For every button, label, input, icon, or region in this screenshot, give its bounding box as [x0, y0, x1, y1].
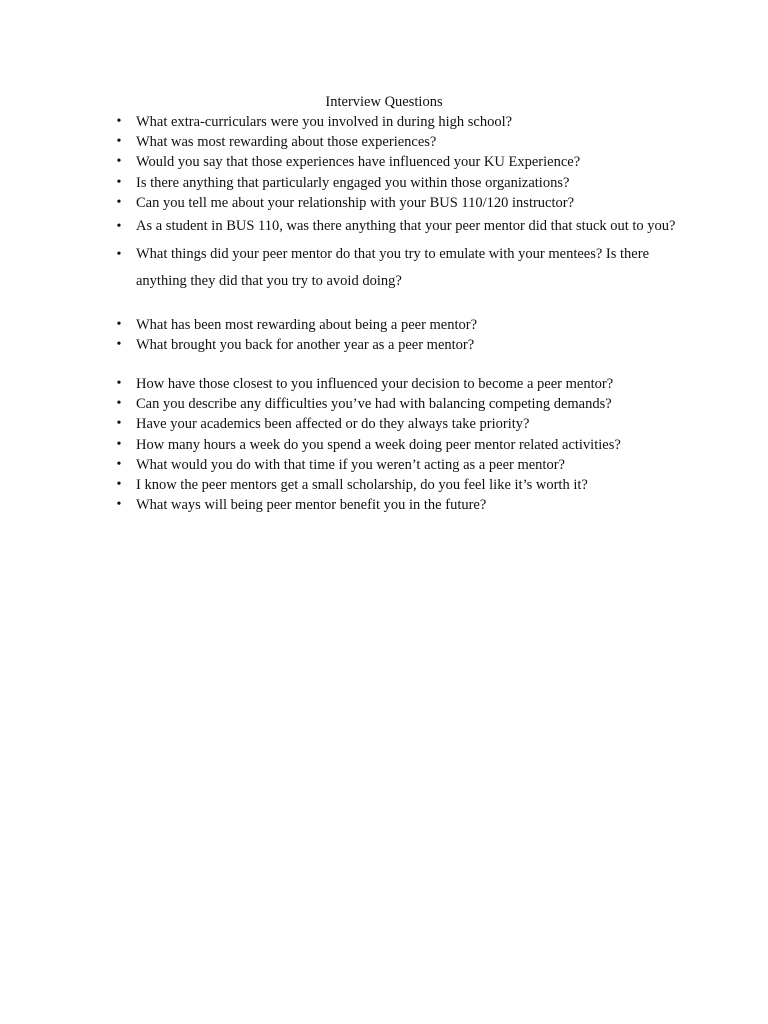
list-item [0, 495, 768, 515]
question-text: How many hours a week do you spend a week doing peer mentor related activities? [136, 436, 621, 453]
bullet-icon [114, 435, 124, 455]
list-item [0, 152, 768, 172]
bullet-icon [114, 315, 124, 335]
bullet-icon [114, 193, 124, 213]
question-text: What extra-curriculars were you involved in during high school? [136, 114, 513, 130]
list-item [0, 173, 768, 193]
bullet-icon [114, 152, 124, 172]
list-item [0, 213, 768, 241]
list-item [0, 394, 768, 414]
list-item [0, 435, 768, 455]
list-item [0, 315, 768, 335]
list-item [0, 414, 768, 434]
bullet-icon [114, 213, 124, 241]
bullet-icon [114, 335, 124, 355]
question-text: Would you say that those experiences have influenced your KU Experience? [136, 154, 581, 171]
question-text: How have those closest to you influenced your decision to become a peer mentor? [136, 375, 614, 392]
question-text: What was most rewarding about those experiences? [136, 134, 437, 151]
question-text: What has been most rewarding about being a peer mentor? [136, 316, 478, 333]
bullet-icon [114, 241, 124, 269]
question-text: Have your academics been affected or do they always take priority? [136, 416, 530, 433]
question-text: What things did your peer mentor do that you try to emulate with your mentees? Is there anything they did that you try to avoid doing? [136, 245, 650, 290]
question-text: Is there anything that particularly engaged you within those organizations? [136, 174, 570, 191]
list-item [0, 193, 768, 213]
bullet-icon [114, 173, 124, 193]
question-text: What would you do with that time if you weren’t acting as a peer mentor? [136, 456, 565, 473]
question-text: What brought you back for another year as a peer mentor? [136, 336, 475, 353]
list-item [0, 475, 768, 495]
list-item [0, 112, 768, 132]
question-text: I know the peer mentors get a small scholarship, do you feel like it’s worth it? [136, 476, 588, 493]
list-item [0, 455, 768, 475]
list-item [0, 241, 768, 296]
list-item [0, 132, 768, 152]
bullet-icon [114, 132, 124, 152]
question-text: As a student in BUS 110, was there anything that your peer mentor did that stuck out to you? [136, 218, 676, 235]
bullet-icon [114, 475, 124, 495]
document-title: Interview Questions [325, 94, 443, 110]
question-text: What ways will being peer mentor benefit you in the future? [136, 497, 487, 514]
bullet-icon [114, 394, 124, 414]
question-text: Can you tell me about your relationship with your BUS 110/120 instructor? [136, 194, 575, 211]
list-item [0, 374, 768, 394]
bullet-icon [114, 495, 124, 515]
bullet-icon [114, 112, 124, 132]
list-item [0, 335, 768, 355]
bullet-icon [114, 455, 124, 475]
question-list [0, 112, 768, 515]
bullet-icon [114, 374, 124, 394]
question-text: Can you describe any difficulties you’ve had with balancing competing demands? [136, 396, 612, 413]
bullet-icon [114, 414, 124, 434]
